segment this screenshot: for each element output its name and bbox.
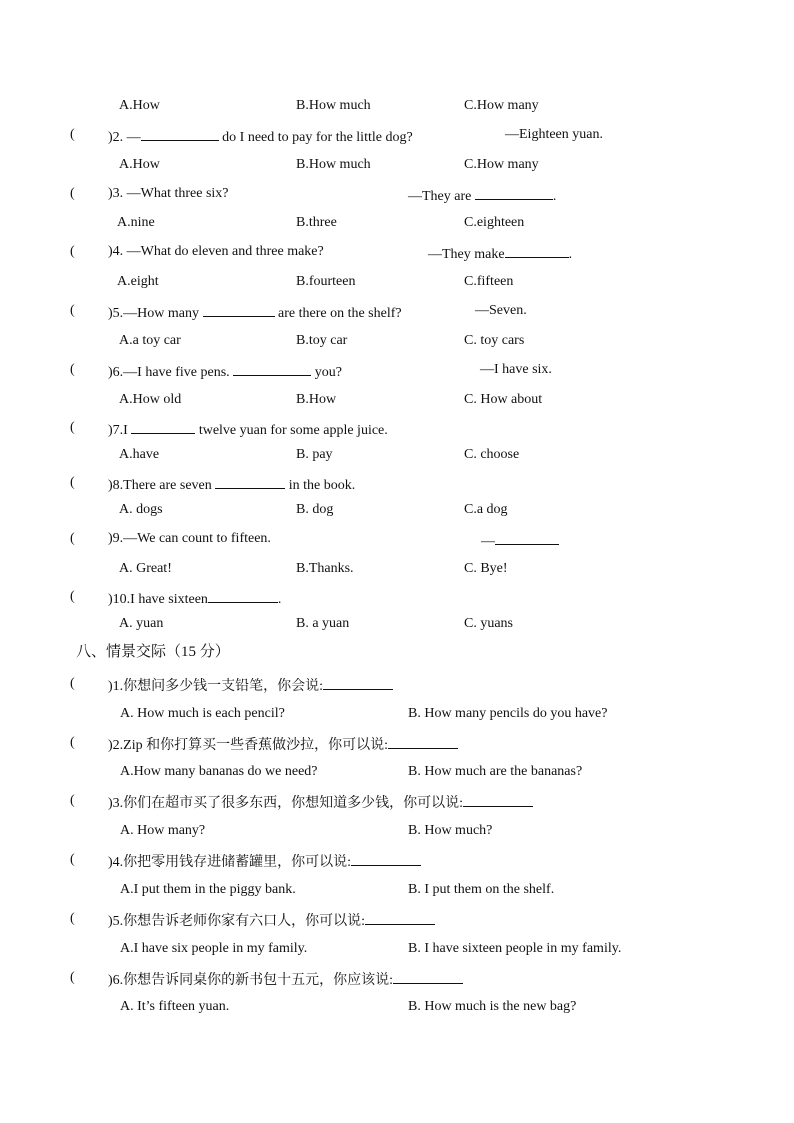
option-c: C. How about bbox=[464, 392, 543, 407]
answer-paren: ( bbox=[70, 970, 75, 985]
question-text: )5.—How many bbox=[108, 306, 203, 321]
option-a: A. How many? bbox=[120, 823, 206, 838]
option-a: A. yuan bbox=[119, 616, 164, 631]
answer-paren: ( bbox=[70, 244, 75, 259]
question-text: )8.There are seven bbox=[108, 478, 216, 493]
option-b: B. How much? bbox=[408, 823, 493, 838]
option-a: A. dogs bbox=[119, 502, 163, 517]
question-text: )10.I have sixteen bbox=[108, 592, 208, 607]
answer-paren: ( bbox=[70, 589, 75, 604]
answer-paren: ( bbox=[70, 186, 75, 201]
question-text-tail: . bbox=[277, 592, 282, 607]
question-text: )6.—I have five pens. bbox=[108, 365, 234, 380]
option-b: B.How much bbox=[296, 157, 371, 172]
option-b: B. How much is the new bag? bbox=[408, 999, 577, 1014]
question-text: )9.—We can count to fifteen. bbox=[108, 531, 271, 546]
answer-paren: ( bbox=[70, 475, 75, 490]
answer-paren: ( bbox=[70, 793, 75, 808]
section-title-text: 八、情景交际（15 分） bbox=[76, 644, 230, 660]
answer-blank[interactable] bbox=[388, 734, 458, 749]
question-text: )3.你们在超市买了很多东西，你想知道多少钱，你可以说: bbox=[108, 796, 464, 811]
answer-blank[interactable] bbox=[203, 302, 275, 317]
question-text: )7.I bbox=[108, 423, 132, 438]
answer-blank[interactable] bbox=[351, 851, 421, 866]
question-text: )6.你想告诉同桌你的新书包十五元，你应该说: bbox=[108, 973, 394, 988]
option-a: A.eight bbox=[117, 274, 159, 289]
option-a: A. How much is each pencil? bbox=[120, 706, 285, 721]
question-text-tail: do I need to pay for the little dog? bbox=[218, 130, 413, 145]
answer-paren: ( bbox=[70, 531, 75, 546]
option-b: B.toy car bbox=[296, 333, 348, 348]
answer-paren: ( bbox=[70, 852, 75, 867]
answer-blank[interactable] bbox=[495, 530, 559, 545]
answer-text: —They are bbox=[408, 189, 475, 204]
option-b: B. dog bbox=[296, 502, 334, 517]
answer-text: —They make bbox=[428, 247, 505, 262]
option-b: B. I put them on the shelf. bbox=[408, 882, 555, 897]
answer-blank[interactable] bbox=[131, 419, 195, 434]
answer-paren: ( bbox=[70, 911, 75, 926]
option-a: A.I have six people in my family. bbox=[120, 941, 308, 956]
answer-paren: ( bbox=[70, 303, 75, 318]
question-text-tail: you? bbox=[311, 365, 342, 380]
question-text-tail: in the book. bbox=[285, 478, 356, 493]
question-text-tail: twelve yuan for some apple juice. bbox=[195, 423, 388, 438]
answer-paren: ( bbox=[70, 676, 75, 691]
answer-text: —Eighteen yuan. bbox=[505, 127, 603, 142]
option-b: B. How many pencils do you have? bbox=[408, 706, 608, 721]
answer-paren: ( bbox=[70, 735, 75, 750]
option-c: C. toy cars bbox=[464, 333, 525, 348]
answer-blank[interactable] bbox=[323, 675, 393, 690]
option-c: C.How many bbox=[464, 157, 539, 172]
answer-blank[interactable] bbox=[475, 185, 553, 200]
option-c: C. yuans bbox=[464, 616, 513, 631]
option-c: C. choose bbox=[464, 447, 520, 462]
option-b: B.fourteen bbox=[296, 274, 356, 289]
option-a: A. Great! bbox=[119, 561, 172, 576]
question-text: )2.Zip 和你打算买一些香蕉做沙拉，你可以说: bbox=[108, 738, 388, 753]
option-b: B.three bbox=[296, 215, 337, 230]
option-c: C.eighteen bbox=[464, 215, 525, 230]
question-text: )3. —What three six? bbox=[108, 186, 229, 201]
question-text: )4. —What do eleven and three make? bbox=[108, 244, 324, 259]
answer-paren: ( bbox=[70, 420, 75, 435]
question-text: )5.你想告诉老师你家有六口人，你可以说: bbox=[108, 914, 366, 929]
option-c: C. Bye! bbox=[464, 561, 508, 576]
answer-blank[interactable] bbox=[208, 588, 278, 603]
option-b: B. How much are the bananas? bbox=[408, 764, 583, 779]
option-a: A.a toy car bbox=[119, 333, 181, 348]
option-a: A.How bbox=[119, 157, 160, 172]
option-a: A. It’s fifteen yuan. bbox=[120, 999, 230, 1014]
answer-blank[interactable] bbox=[141, 126, 219, 141]
answer-blank[interactable] bbox=[233, 361, 311, 376]
answer-blank[interactable] bbox=[463, 792, 533, 807]
question-text: )2. — bbox=[108, 130, 141, 145]
section-8-title bbox=[76, 643, 230, 661]
question-text: )1.你想问多少钱一支铅笔，你会说: bbox=[108, 679, 324, 694]
option-c: C.fifteen bbox=[464, 274, 514, 289]
answer-text: — bbox=[481, 534, 495, 549]
answer-paren: ( bbox=[70, 362, 75, 377]
answer-paren: ( bbox=[70, 127, 75, 142]
option-a: A.have bbox=[119, 447, 160, 462]
option-b: B. pay bbox=[296, 447, 333, 462]
option-b: B. a yuan bbox=[296, 616, 350, 631]
answer-blank[interactable] bbox=[215, 474, 285, 489]
answer-text: —I have six. bbox=[480, 362, 552, 377]
option-b: B.How bbox=[296, 392, 337, 407]
option-a: A.How bbox=[119, 98, 160, 113]
answer-blank[interactable] bbox=[365, 910, 435, 925]
option-b: B.Thanks. bbox=[296, 561, 354, 576]
option-a: A.How old bbox=[119, 392, 182, 407]
option-a: A.nine bbox=[117, 215, 155, 230]
answer-suffix: . bbox=[552, 189, 557, 204]
answer-suffix: . bbox=[568, 247, 573, 262]
option-c: C.How many bbox=[464, 98, 539, 113]
option-a: A.How many bananas do we need? bbox=[120, 764, 318, 779]
answer-text: —Seven. bbox=[475, 303, 527, 318]
question-text: )4.你把零用钱存进储蓄罐里，你可以说: bbox=[108, 855, 352, 870]
question-text-tail: are there on the shelf? bbox=[274, 306, 402, 321]
option-a: A.I put them in the piggy bank. bbox=[120, 882, 296, 897]
answer-blank[interactable] bbox=[505, 243, 569, 258]
answer-blank[interactable] bbox=[393, 969, 463, 984]
option-b: B.How much bbox=[296, 98, 371, 113]
option-c: C.a dog bbox=[464, 502, 508, 517]
option-b: B. I have sixteen people in my family. bbox=[408, 941, 622, 956]
